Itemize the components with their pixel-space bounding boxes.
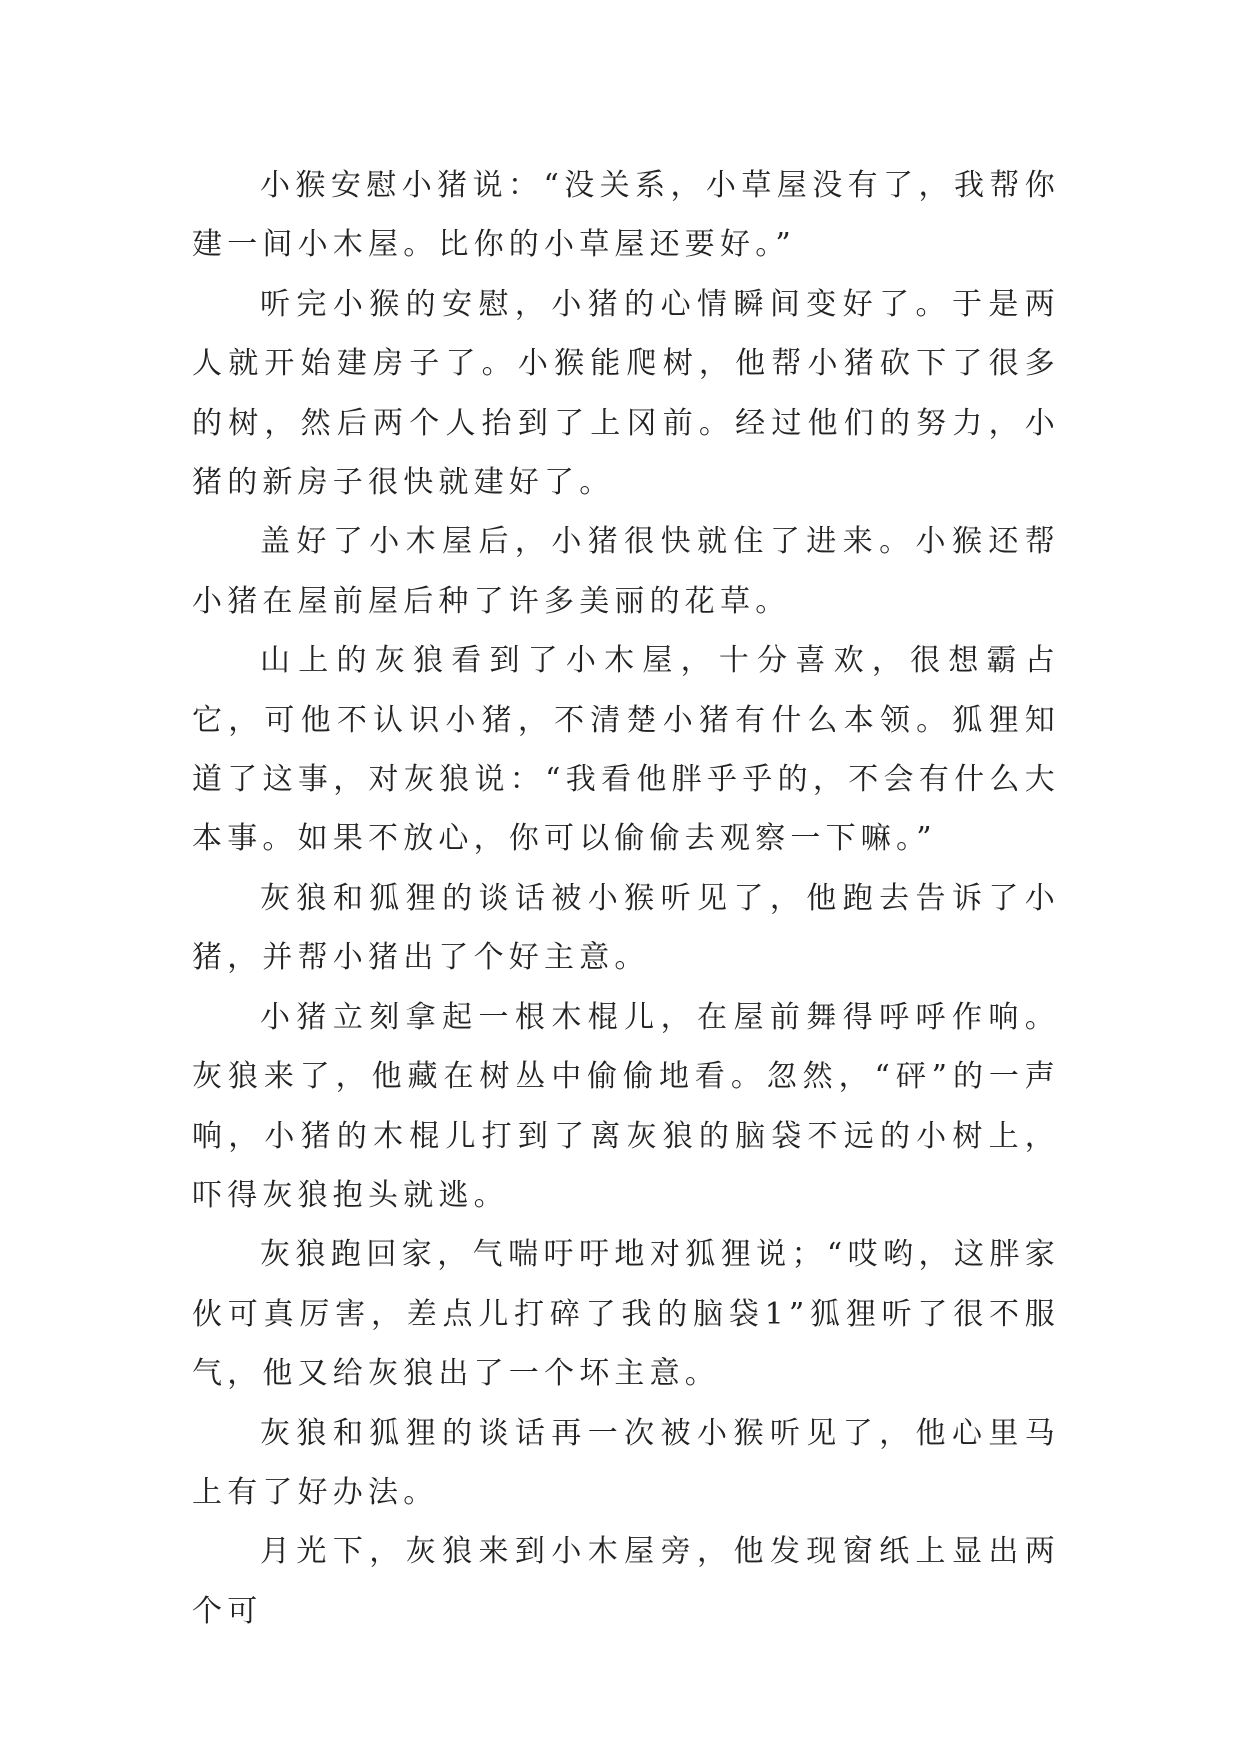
paragraph-7: 灰狼跑回家，气喘吁吁地对狐狸说；“哎哟，这胖家伙可真厉害，差点儿打碎了我的脑袋1”狐狸听了很不服气，他又给灰狼出了一个坏主意。	[192, 1237, 1060, 1392]
paragraph-3: 盖好了小木屋后，小猪很快就住了进来。小猴还帮小猪在屋前屋后种了许多美丽的花草。	[192, 524, 1060, 619]
paragraph-4: 山上的灰狼看到了小木屋，十分喜欢，很想霸占它，可他不认识小猪，不清楚小猪有什么本领。狐狸知道了这事，对灰狼说：“我看他胖乎乎的，不会有什么大本事。如果不放心，你可以偷偷去观察一下嘛。”	[192, 643, 1060, 857]
paragraph-6: 小猪立刻拿起一根木棍儿，在屋前舞得呼呼作响。灰狼来了，他藏在树丛中偷偷地看。忽然，“砰”的一声响，小猪的木棍儿打到了离灰狼的脑袋不远的小树上，吓得灰狼抱头就逃。	[192, 999, 1060, 1213]
paragraph-5: 灰狼和狐狸的谈话被小猴听见了，他跑去告诉了小猪，并帮小猪出了个好主意。	[192, 880, 1060, 976]
story-text	[192, 156, 1060, 1641]
paragraph-2: 听完小猴的安慰，小猪的心情瞬间变好了。于是两人就开始建房子了。小猴能爬树，他帮小猪砍下了很多的树，然后两个人抬到了上冈前。经过他们的努力，小猪的新房子很快就建好了。	[192, 286, 1060, 501]
paragraph-9: 月光下，灰狼来到小木屋旁，他发现窗纸上显出两个可	[192, 1534, 1060, 1629]
paragraph-8: 灰狼和狐狸的谈话再一次被小猴听见了，他心里马上有了好办法。	[192, 1415, 1060, 1510]
paragraph-1: 小猴安慰小猪说：“没关系，小草屋没有了，我帮你建一间小木屋。比你的小草屋还要好。”	[192, 168, 1060, 263]
